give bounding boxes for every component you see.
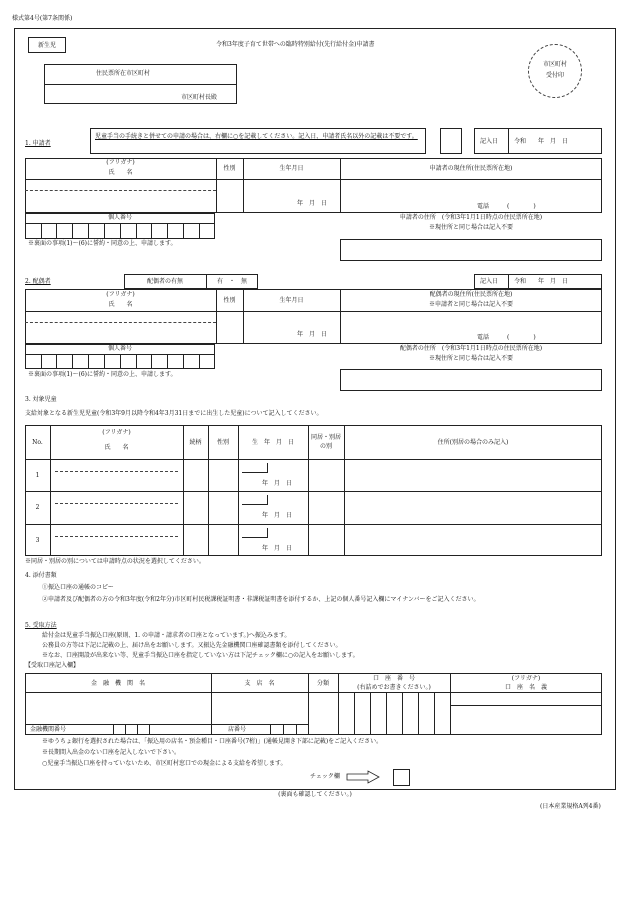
applicant-furigana-label: (フリガナ) (106, 159, 135, 166)
child-row-dob[interactable]: 年 月 日 (262, 480, 293, 487)
arrow-right-icon (346, 770, 380, 784)
spouse-same-note: ※現住所と同じ場合は記入不要 (428, 355, 513, 362)
section-spouse-heading: 2. 配偶者 (25, 278, 51, 285)
child-row-dob[interactable]: 年 月 日 (262, 512, 293, 519)
attachment-item-1: ①振込口座の通帳のコピー (42, 584, 114, 591)
account-col-branch: 支 店 名 (244, 680, 275, 687)
section-payment-heading: 5. 受取方法 (25, 622, 57, 629)
branch-code-label: 店番号 (228, 726, 247, 733)
applicant-dob-value[interactable]: 年 月 日 (297, 200, 328, 207)
children-col-name: 氏 名 (104, 444, 129, 451)
applicant-date-value[interactable]: 令和 年 月 日 (514, 138, 569, 145)
spouse-date-label: 記入日 (480, 278, 499, 285)
children-col-furigana: (フリガナ) (102, 429, 131, 436)
account-col-holder: 口 座 名 義 (504, 684, 547, 691)
children-col-sex: 性別 (216, 439, 229, 446)
spouse-prev-address-field[interactable] (340, 369, 602, 391)
child-row-dob[interactable]: 年 月 日 (262, 545, 293, 552)
children-col-cohab-2: の別 (319, 443, 332, 450)
spouse-sex-label: 性別 (223, 297, 236, 304)
children-footnote: ※同居・別居の別については申請時点の状況を選択してください。 (25, 558, 205, 565)
spouse-mynumber-label: 個人番号 (107, 345, 132, 352)
attachment-item-2: ②申請者及び配偶者の方の令和3年度(令和2年分)市区町村民税課税証明書・非課税証明書を添付するか、上記の個人番号記入欄にマイナンバーをご記入ください。 (42, 596, 480, 603)
account-col-number-note: (右詰めでお書きください。) (357, 684, 431, 691)
form-number: 様式第4号(第7条関係) (12, 15, 73, 22)
applicant-sex-label: 性別 (223, 165, 236, 172)
stamp-label-1: 市区町村 (542, 61, 567, 68)
spouse-dob-label: 生年月日 (279, 297, 304, 304)
spouse-prev-address-label: 配偶者の住所 (令和3年1月1日時点の住民票所在地) (399, 345, 543, 352)
applicant-pledge: ※裏面の事項(1)～(6)に誓約・同意の上、申請します。 (28, 240, 177, 247)
children-col-address: 住所(別居の場合のみ記入) (437, 439, 509, 446)
spouse-phone[interactable]: 電話 ( ) (477, 334, 536, 341)
spouse-presence-label: 配偶者の有無 (146, 278, 183, 285)
applicant-marker-cell[interactable] (440, 128, 462, 154)
spouse-name-label: 氏 名 (108, 301, 133, 308)
account-col-bank: 金 融 機 関 名 (90, 680, 145, 687)
account-col-furigana: (フリガナ) (511, 675, 541, 682)
applicant-prev-address-field[interactable] (340, 239, 602, 261)
applicant-mynumber-label: 個人番号 (107, 214, 132, 221)
applicant-dob-label: 生年月日 (279, 165, 304, 172)
reception-stamp-area (528, 44, 582, 98)
form-title: 令和3年度子育て世帯への臨時特別給付(先行給付金)申請書 (216, 41, 375, 48)
addressee-mayor: 市区町村長殿 (181, 94, 218, 101)
section-children-heading: 3. 対象児童 (25, 396, 57, 403)
children-col-dob: 生 年 月 日 (251, 439, 294, 446)
applicant-name-label: 氏 名 (108, 169, 133, 176)
payment-line-2: 公務員の方等は下記に記載の上、届け出をお願いします。又振込先金融機関口座確認書類を添付してください。 (42, 642, 342, 649)
payment-line-3: ※なお、口座開設が出来ない等、児童手当振込口座を指定していない方は下記チェック欄に○の記入をお願いします。 (42, 652, 359, 659)
children-col-relation: 続柄 (189, 439, 202, 446)
applicant-prev-address-label: 申請者の住所 (令和3年1月1日時点の住民票所在地) (399, 214, 543, 221)
applicant-address-label: 申請者の現住所(住民票所在地) (429, 165, 513, 172)
children-intro: 支給対象となる新生児児童(令和3年9月以降令和4年3月31日までに出生した児童)について記入してください。 (25, 410, 323, 417)
account-section-heading: 【受取口座記入欄】 (25, 662, 80, 669)
section-attachments-heading: 4. 添付書類 (25, 572, 57, 579)
applicant-notice: 児童手当の手続きと併せての申請の場合は、右欄に○を記載してください。記入日、申請者氏名以外の記載は不要です。 (95, 133, 418, 140)
stamp-label-2: 受付印 (545, 72, 564, 79)
footer-paper-standard: (日本産業規格A列4番) (540, 803, 601, 810)
child-row-no: 1 (35, 472, 40, 479)
badge-newborn: 新生児 (28, 37, 66, 53)
payment-line-1: 給付金は児童手当振込口座(原則、1. の申請・請求者の口座となっています。)へ振込みます。 (42, 632, 291, 639)
spouse-address-label: 配偶者の現住所(住民票所在地) (429, 291, 513, 298)
children-col-cohab-1: 同居・別居 (310, 434, 341, 441)
section-applicant-heading: 1. 申請者 (25, 140, 51, 147)
payment-note-1: ※ゆうちょ銀行を選択された場合は、「振込用の店名・預金種目・口座番号(7桁)」(通帳見開き下部に記載)をご記入ください。 (42, 738, 383, 745)
child-row-no: 3 (35, 537, 40, 544)
children-col-no: No. (32, 439, 43, 446)
payment-note-3: ○児童手当振込口座を持っていないため、市区町村窓口での現金による支給を希望します。 (42, 760, 287, 767)
spouse-date-value[interactable]: 令和 年 月 日 (514, 278, 569, 285)
footer-see-reverse: (裏面も確認してください。) (278, 791, 352, 798)
child-row-no: 2 (35, 504, 40, 511)
bank-code-label: 金融機関番号 (30, 726, 67, 733)
account-col-number: 口 座 番 号 (372, 675, 415, 682)
applicant-same-note: ※現住所と同じ場合は記入不要 (428, 224, 513, 231)
spouse-pledge: ※裏面の事項(1)～(6)に誓約・同意の上、申請します。 (28, 371, 177, 378)
payment-note-2: ※長期間入出金のない口座を記入しないで下さい。 (42, 749, 181, 756)
applicant-date-label: 記入日 (480, 138, 499, 145)
applicant-phone[interactable]: 電話 ( ) (477, 203, 536, 210)
check-field-label: チェック欄 (310, 773, 340, 780)
cash-payment-checkbox[interactable] (393, 769, 410, 786)
account-col-type: 分類 (316, 680, 329, 687)
spouse-presence-value[interactable]: 有 ・ 無 (216, 278, 247, 285)
addressee-municipality: 住民票所在市区町村 (96, 70, 151, 77)
spouse-address-note: ※申請者と同じ場合は記入不要 (428, 301, 513, 308)
spouse-furigana-label: (フリガナ) (106, 291, 135, 298)
spouse-dob-value[interactable]: 年 月 日 (297, 331, 328, 338)
